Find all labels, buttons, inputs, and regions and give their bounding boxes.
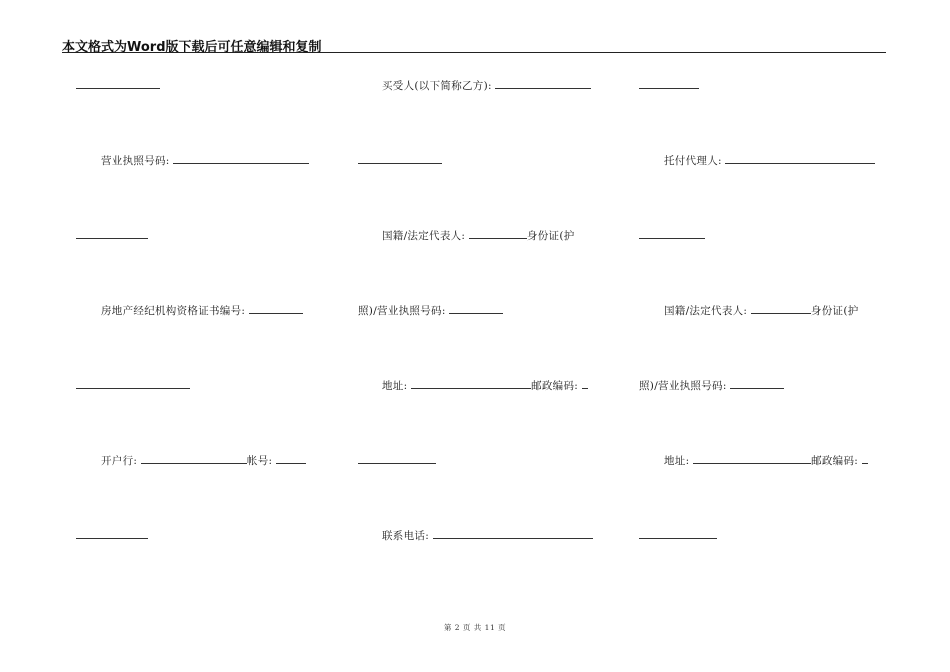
buyer-label-text: 买受人(以下简称乙方): [382, 80, 492, 92]
business-license-blank [173, 153, 309, 164]
bank-label-text: 开户行: [101, 455, 138, 467]
bank-label [101, 453, 306, 468]
agency-cert-label [101, 303, 303, 318]
header-divider [62, 52, 886, 53]
business-license-label-text: 营业执照号码: [101, 155, 170, 167]
agent-label [664, 153, 875, 168]
blank-line [358, 153, 442, 168]
postcode-blank [582, 378, 588, 389]
blank-line [639, 78, 699, 93]
passport-license-blank-2 [730, 378, 784, 389]
page-number: 第 2 页 共 11 页 [443, 623, 507, 632]
agency-cert-label-text: 房地产经纪机构资格证书编号: [101, 305, 246, 317]
phone-label-text: 联系电话: [382, 530, 430, 542]
blank-line [358, 453, 436, 468]
address-label-2-text: 地址: [664, 455, 690, 467]
document-header-title: 本文格式为Word版下载后可任意编辑和复制 [62, 40, 322, 55]
nationality-rep-label-text: 国籍/法定代表人: [382, 230, 466, 242]
business-license-label [101, 153, 309, 168]
postcode-label-2-text: 邮政编码: [811, 455, 859, 467]
blank-line [76, 528, 148, 543]
account-label-text: 帐号: [246, 455, 273, 467]
address-blank [411, 378, 531, 389]
nationality-rep-label-2 [664, 303, 859, 318]
passport-license-label-2 [639, 378, 784, 393]
id-card-label-2-text: 身份证(护 [810, 305, 859, 317]
nationality-rep-label-2-text: 国籍/法定代表人: [664, 305, 748, 317]
blank-line [76, 228, 148, 243]
nationality-rep-blank-2 [751, 303, 811, 314]
address-blank-2 [693, 453, 811, 464]
bank-blank [141, 453, 247, 464]
blank-line [639, 228, 705, 243]
nationality-rep-blank [469, 228, 527, 239]
id-card-label-text: 身份证(护 [526, 230, 575, 242]
buyer-label [382, 78, 591, 93]
blank-line [76, 378, 190, 393]
blank-line [639, 528, 717, 543]
address-label-text: 地址: [382, 380, 408, 392]
address-label [382, 378, 588, 393]
postcode-label-text: 邮政编码: [531, 380, 579, 392]
passport-license-label-text: 照)/营业执照号码: [358, 305, 446, 317]
passport-license-label-2-text: 照)/营业执照号码: [639, 380, 727, 392]
agent-blank [725, 153, 875, 164]
postcode-blank-2 [862, 453, 868, 464]
account-blank [276, 453, 306, 464]
passport-license-label [358, 303, 503, 318]
address-label-2 [664, 453, 868, 468]
agency-cert-blank [249, 303, 303, 314]
buyer-blank [495, 78, 591, 89]
passport-license-blank [449, 303, 503, 314]
phone-blank [433, 528, 593, 539]
nationality-rep-label [382, 228, 575, 243]
agent-label-text: 托付代理人: [664, 155, 722, 167]
phone-label [382, 528, 593, 543]
blank-line [76, 78, 160, 93]
